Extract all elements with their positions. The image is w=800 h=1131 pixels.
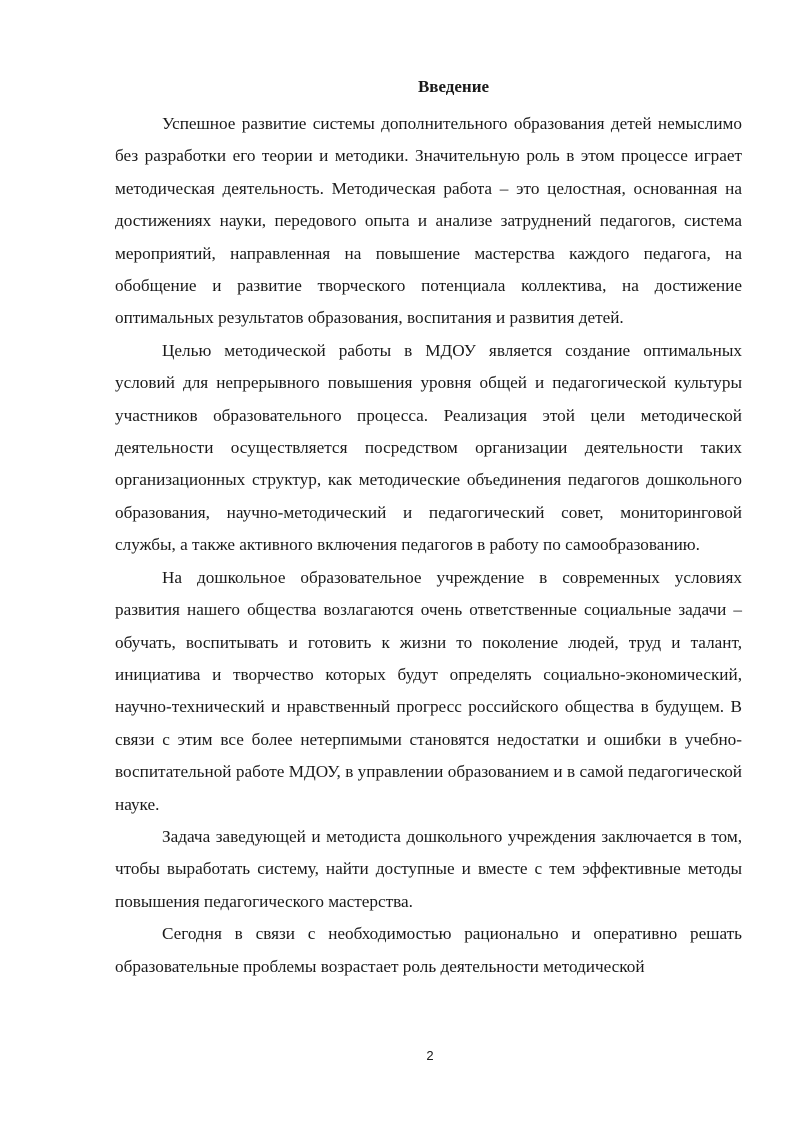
section-title: Введение — [417, 77, 490, 96]
paragraph-4: Задача заведующей и методиста дошкольного учреждения заключается в том, чтобы выработать систему, найти доступные и вместе с тем эффективные методы повышения педагогического мастерства. — [115, 826, 742, 911]
paragraph-1: Успешное развитие системы дополнительного образования детей немыслимо без разработки его теории и методики. Значительную роль в этом процессе играет методическая деятельность. Методическая работа – это целостная, основанная на достижениях науки, передового опыта и анализе затруднений педагогов, система мероприятий, направленная на повышение мастерства каждого педагога, на обобщение и развитие творческого потенциала коллектива, на достижение оптимальных результатов образования, воспитания и развития детей. — [115, 114, 742, 328]
page-number: 2 — [426, 1048, 434, 1063]
paragraph-5: Сегодня в связи с необходимостью рационально и оперативно решать образовательные проблемы возрастает роль деятельности методической — [115, 924, 742, 976]
page-content — [115, 76, 742, 983]
paragraph-2: Целью методической работы в МДОУ является создание оптимальных условий для непрерывного повышения уровня общей и педагогической культуры участников образовательного процесса. Реализация этой цели методической деятельности осуществляется посредством организации деятельности таких организационных структур, как методические объединения педагогов дошкольного образования, научно-методический и педагогический совет, мониторинговой службы, а также активного включения педагогов в работу по самообразованию. — [115, 340, 742, 555]
paragraph-3: На дошкольное образовательное учреждение в современных условиях развития нашего общества возлагаются очень ответственные социальные задачи – обучать, воспитывать и готовить к жизни то поколение людей, труд и талант, инициатива и творчество которых будут определять социально-экономический, научно-технический и нравственный прогресс российского общества в будущем. В связи с этим все более нетерпимыми становятся недостатки и ошибки в учебно-воспитательной работе МДОУ, в управлении образованием и в самой педагогической науке. — [115, 567, 742, 814]
